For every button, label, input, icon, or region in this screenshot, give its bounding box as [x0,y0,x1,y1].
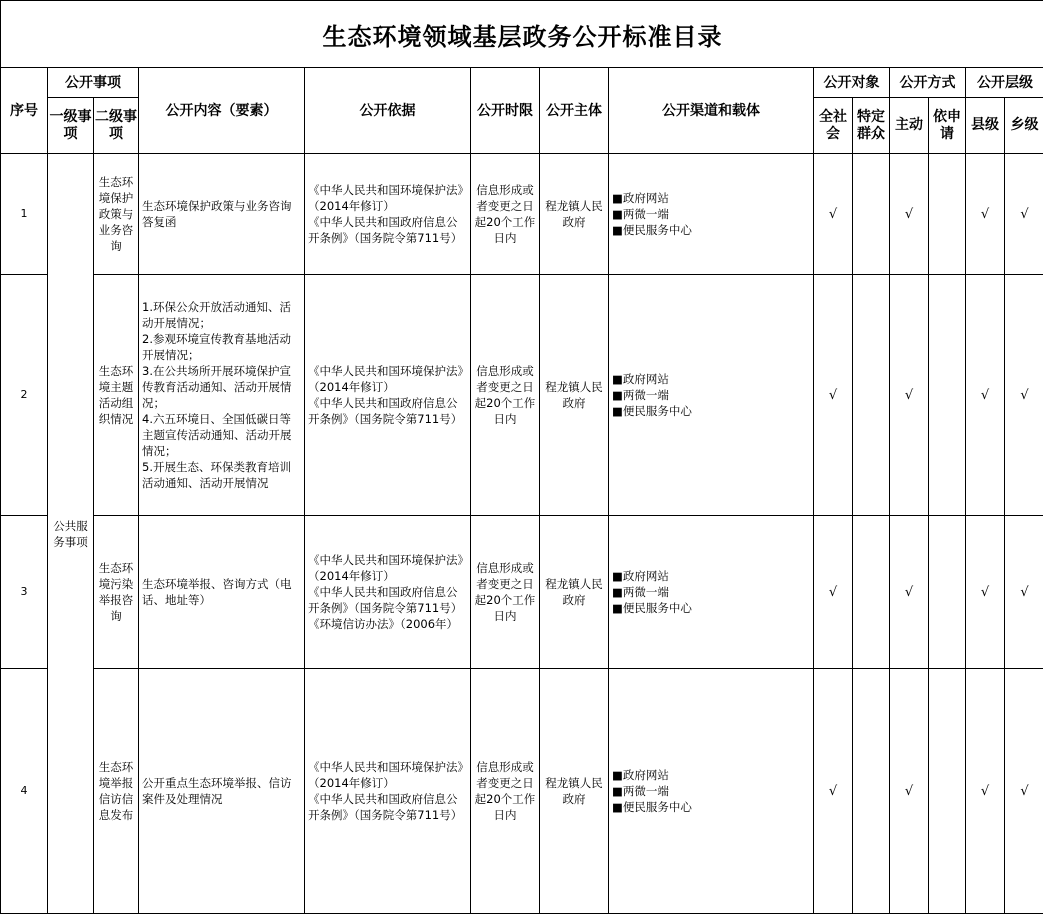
subject-cell: 程龙镇人民政府 [540,154,609,275]
check-level-county: √ [966,516,1005,669]
content-cell-line: 4.六五环境日、全国低碳日等主题宣传活动通知、活动开展情况； [142,411,302,459]
channel-cell [609,275,814,516]
channel-cell-line: ■政府网站 [612,190,811,206]
header-level-county: 县级 [966,98,1005,154]
header-subject: 公开主体 [540,68,609,154]
channel-cell-line: ■两微一端 [612,387,811,403]
check-mode-active: √ [890,275,929,516]
content-cell-line: 生态环境保护政策与业务咨询答复函 [142,198,302,230]
basis-cell [305,516,471,669]
check-level-township: √ [1005,669,1043,914]
basis-cell-line: 《中华人民共和国政府信息公开条例》（国务院令第711号） [308,584,468,616]
content-cell-line: 生态环境举报、咨询方式（电话、地址等） [142,576,302,608]
channel-cell-line: ■便民服务中心 [612,600,811,616]
time-cell: 信息形成或者变更之日起20个工作日内 [471,669,540,914]
content-cell [139,275,305,516]
check-target-specific [853,275,890,516]
content-cell-line: 1.环保公众开放活动通知、活动开展情况； [142,299,302,331]
page-title: 生态环境领域基层政务公开标准目录 [1,1,1043,68]
level1-cell: 公共服务事项 [48,154,94,914]
content-cell-line: 3.在公共场所开展环境保护宣传教育活动通知、活动开展情况； [142,363,302,411]
basis-cell-line: 《中华人民共和国政府信息公开条例》（国务院令第711号） [308,214,468,246]
header-target: 公开对象 [814,68,890,98]
content-cell-line: 5.开展生态、环保类教育培训活动通知、活动开展情况 [142,459,302,491]
channel-cell-line: ■政府网站 [612,568,811,584]
basis-cell-line: 《中华人民共和国环境保护法》（2014年修订） [308,552,468,584]
channel-cell-line: ■便民服务中心 [612,403,811,419]
content-cell-line: 公开重点生态环境举报、信访案件及处理情况 [142,775,302,807]
channel-cell-line: ■两微一端 [612,783,811,799]
table-row [1,669,1043,914]
basis-cell-line: 《中华人民共和国环境保护法》（2014年修订） [308,182,468,214]
channel-cell [609,516,814,669]
subject-cell: 程龙镇人民政府 [540,516,609,669]
check-level-township: √ [1005,154,1043,275]
header-basis: 公开依据 [305,68,471,154]
channel-cell [609,154,814,275]
channel-cell-line: ■便民服务中心 [612,222,811,238]
basis-cell [305,154,471,275]
content-cell-line: 2.参观环境宣传教育基地活动开展情况； [142,331,302,363]
header-target-specific: 特定群众 [853,98,890,154]
subject-cell: 程龙镇人民政府 [540,275,609,516]
basis-cell [305,669,471,914]
channel-cell-line: ■两微一端 [612,584,811,600]
level2-cell: 生态环境举报信访信息发布 [94,669,139,914]
content-cell [139,669,305,914]
table-row [1,516,1043,669]
basis-cell-line: 《中华人民共和国环境保护法》（2014年修订） [308,363,468,395]
header-level: 公开层级 [966,68,1043,98]
basis-cell-line: 《中华人民共和国政府信息公开条例》（国务院令第711号） [308,395,468,427]
check-level-township: √ [1005,516,1043,669]
header-mode-active: 主动 [890,98,929,154]
check-target-all: √ [814,275,853,516]
header-level2: 二级事项 [94,98,139,154]
check-mode-active: √ [890,154,929,275]
header-time: 公开时限 [471,68,540,154]
check-level-county: √ [966,275,1005,516]
content-cell [139,516,305,669]
header-items: 公开事项 [48,68,139,98]
header-seq: 序号 [1,68,48,154]
header-target-all: 全社会 [814,98,853,154]
table-row [1,154,1043,275]
check-mode-active: √ [890,516,929,669]
row-seq: 3 [1,516,48,669]
time-cell: 信息形成或者变更之日起20个工作日内 [471,154,540,275]
channel-cell-line: ■政府网站 [612,371,811,387]
header-mode-apply: 依申请 [929,98,966,154]
check-level-county: √ [966,669,1005,914]
check-target-specific [853,669,890,914]
header-mode: 公开方式 [890,68,966,98]
channel-cell-line: ■便民服务中心 [612,799,811,815]
time-cell: 信息形成或者变更之日起20个工作日内 [471,275,540,516]
check-target-all: √ [814,154,853,275]
time-cell: 信息形成或者变更之日起20个工作日内 [471,516,540,669]
row-seq: 1 [1,154,48,275]
check-mode-apply [929,669,966,914]
channel-cell [609,669,814,914]
subject-cell: 程龙镇人民政府 [540,669,609,914]
basis-cell [305,275,471,516]
basis-cell-line: 《中华人民共和国政府信息公开条例》（国务院令第711号） [308,791,468,823]
check-level-county: √ [966,154,1005,275]
basis-cell-line: 《环境信访办法》（2006年） [308,616,468,632]
table-row [1,275,1043,516]
channel-cell-line: ■政府网站 [612,767,811,783]
check-mode-apply [929,154,966,275]
check-target-specific [853,516,890,669]
check-mode-apply [929,275,966,516]
header-level-township: 乡级 [1005,98,1043,154]
level2-cell: 生态环境污染举报咨询 [94,516,139,669]
check-target-all: √ [814,669,853,914]
row-seq: 4 [1,669,48,914]
check-mode-apply [929,516,966,669]
level2-cell: 生态环境主题活动组织情况 [94,275,139,516]
header-level1: 一级事项 [48,98,94,154]
level2-cell: 生态环境保护政策与业务咨询 [94,154,139,275]
channel-cell-line: ■两微一端 [612,206,811,222]
row-seq: 2 [1,275,48,516]
content-cell [139,154,305,275]
check-target-specific [853,154,890,275]
check-target-all: √ [814,516,853,669]
basis-cell-line: 《中华人民共和国环境保护法》（2014年修订） [308,759,468,791]
check-level-township: √ [1005,275,1043,516]
check-mode-active: √ [890,669,929,914]
header-content: 公开内容（要素） [139,68,305,154]
header-channel: 公开渠道和载体 [609,68,814,154]
